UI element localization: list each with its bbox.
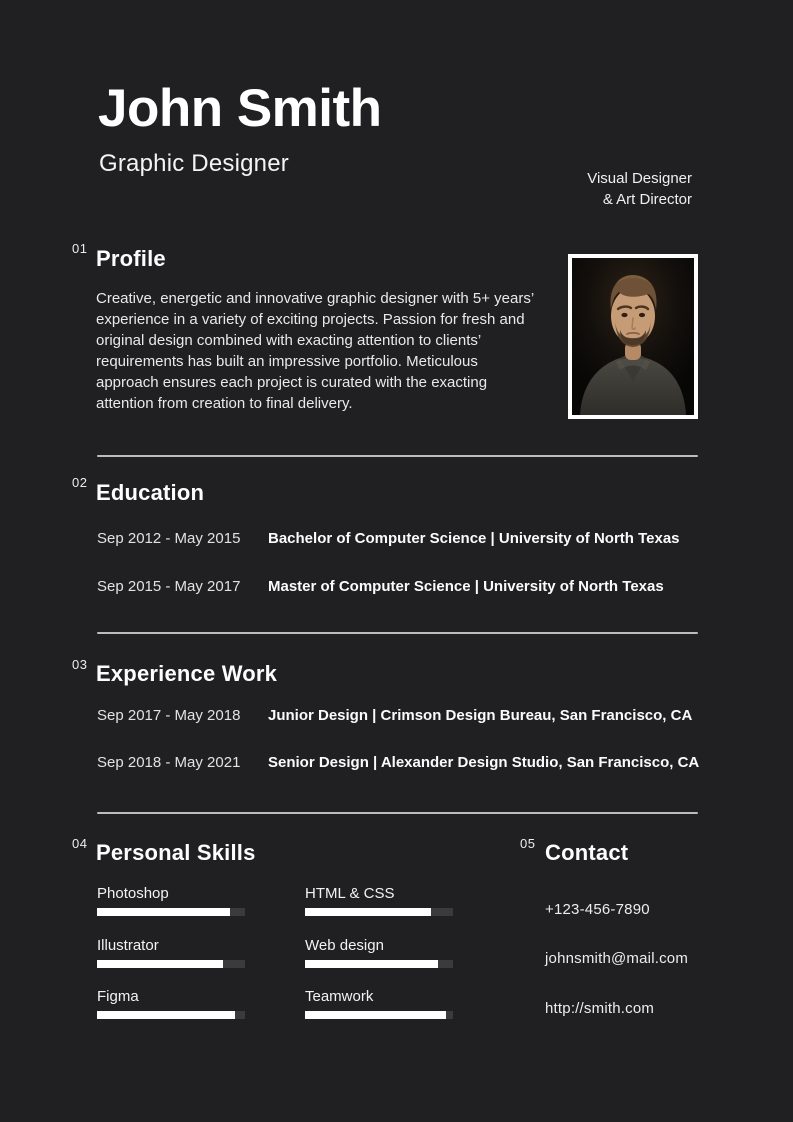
skill-html-css — [305, 886, 453, 916]
skill-label: Web design — [305, 937, 384, 954]
education-row — [97, 578, 737, 595]
skills-section-title: Personal Skills — [96, 840, 256, 865]
skill-bar-fill — [97, 908, 230, 916]
education-dates: Sep 2012 - May 2015 — [97, 530, 241, 547]
experience-position: Senior Design | Alexander Design Studio, San Francisco, CA — [268, 754, 700, 771]
skill-bar-fill — [97, 1011, 235, 1019]
experience-row — [97, 707, 737, 724]
skill-web-design — [305, 938, 453, 968]
person-name: John Smith — [98, 79, 382, 138]
skill-bar-fill — [305, 908, 431, 916]
skill-label: Photoshop — [97, 885, 169, 902]
education-degree: Bachelor of Computer Science | University of North Texas — [268, 530, 680, 547]
skill-illustrator — [97, 938, 245, 968]
profile-photo — [568, 254, 698, 419]
skill-bar — [305, 1011, 453, 1019]
tagline-line-1: Visual Designer — [587, 170, 692, 187]
skill-teamwork — [305, 989, 453, 1019]
profile-section-title: Profile — [96, 246, 166, 271]
education-dates: Sep 2015 - May 2017 — [97, 578, 241, 595]
tagline — [540, 168, 692, 210]
skill-bar-fill — [305, 960, 438, 968]
skill-bar-fill — [305, 1011, 446, 1019]
experience-section-title: Experience Work — [96, 661, 278, 686]
tagline-line-2: & Art Director — [602, 191, 692, 208]
experience-dates: Sep 2018 - May 2021 — [97, 754, 241, 771]
skill-bar-fill — [97, 960, 223, 968]
contact-phone: +123-456-7890 — [545, 901, 650, 918]
experience-position: Junior Design | Crimson Design Bureau, San Francisco, CA — [268, 707, 693, 724]
skill-photoshop — [97, 886, 245, 916]
education-section-title: Education — [96, 480, 205, 505]
experience-row — [97, 754, 737, 771]
experience-section-number: 03 — [72, 657, 88, 672]
skills-section-number: 04 — [72, 836, 88, 851]
skill-bar — [97, 908, 245, 916]
skill-bar — [305, 960, 453, 968]
divider — [97, 455, 698, 457]
skill-bar — [97, 960, 245, 968]
skill-bar — [97, 1011, 245, 1019]
contact-website: http://smith.com — [545, 1000, 655, 1017]
skill-label: Figma — [97, 988, 139, 1005]
contact-section-title: Contact — [545, 840, 629, 865]
profile-section-number: 01 — [72, 241, 88, 256]
skill-bar — [305, 908, 453, 916]
skill-label: HTML & CSS — [305, 885, 395, 902]
divider — [97, 812, 698, 814]
education-section-number: 02 — [72, 475, 88, 490]
portrait-photo-illustration — [572, 258, 694, 415]
skill-label: Teamwork — [305, 988, 374, 1005]
profile-summary: Creative, energetic and innovative graphic designer with 5+ years’ experience in a variety of exciting projects. Passion for fresh and original design combined with exacting attention to clients’ requirements has built an impressive portfolio. Meticulous approach ensures each project is curated with the exacting attention from creation to final delivery. — [96, 290, 534, 412]
education-degree: Master of Computer Science | University of North Texas — [268, 578, 664, 595]
person-role: Graphic Designer — [99, 150, 289, 177]
skill-label: Illustrator — [97, 937, 159, 954]
experience-dates: Sep 2017 - May 2018 — [97, 707, 241, 724]
skill-figma — [97, 989, 245, 1019]
contact-section-number: 05 — [520, 836, 536, 851]
education-row — [97, 530, 737, 547]
contact-email: johnsmith@mail.com — [545, 950, 689, 967]
divider — [97, 632, 698, 634]
